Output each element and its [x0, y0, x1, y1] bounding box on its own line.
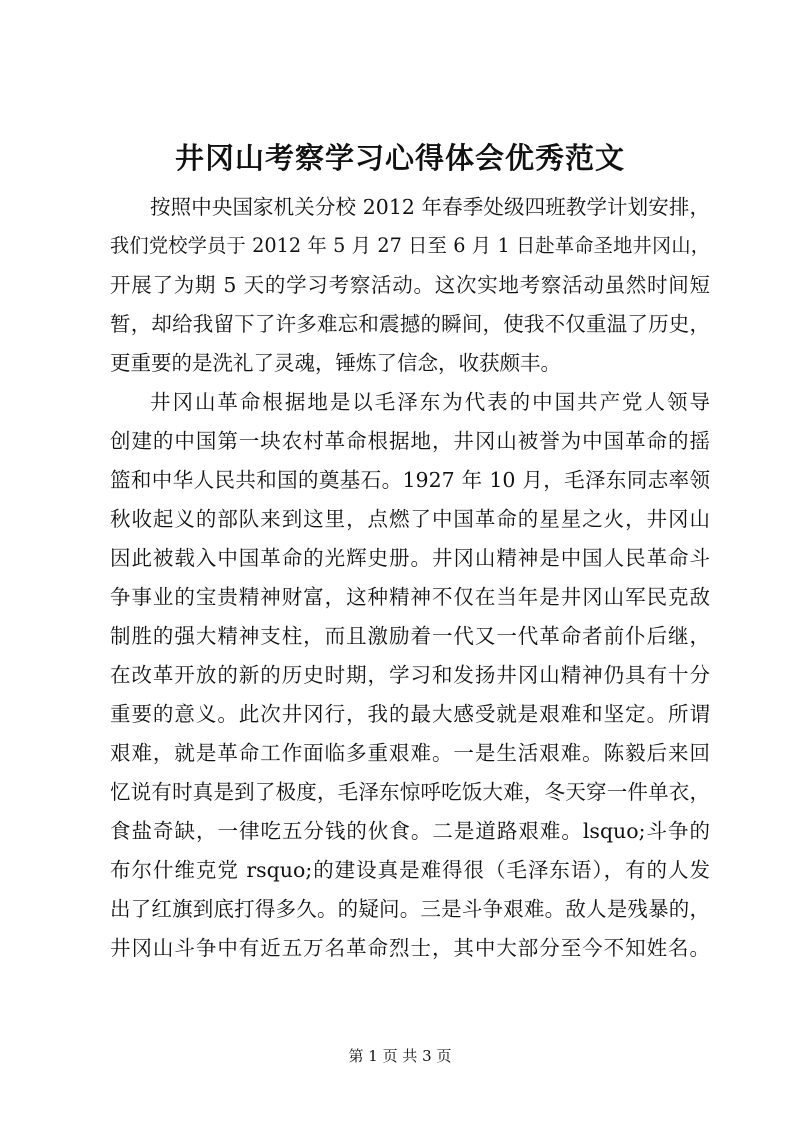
paragraph-line: 食盐奇缺，一律吃五分钱的伙食。二是道路艰难。lsquo;斗争的 [110, 819, 710, 843]
paragraph-line: 重要的意义。此次井冈行，我的最大感受就是艰难和坚定。所谓 [110, 702, 710, 726]
paragraph-line: 出了红旗到底打得多久。的疑问。三是斗争艰难。敌人是残暴的， [110, 897, 710, 921]
paragraph-line: 布尔什维克党 rsquo;的建设真是难得很（毛泽东语），有的人发 [110, 858, 710, 882]
paragraph-line: 暂，却给我留下了许多难忘和震撼的瞬间，使我不仅重温了历史， [110, 312, 710, 336]
paragraph-line: 井冈山革命根据地是以毛泽东为代表的中国共产党人领导 [150, 390, 710, 414]
paragraph-line: 因此被载入中国革命的光辉史册。井冈山精神是中国人民革命斗 [110, 546, 710, 570]
paragraph-line: 我们党校学员于 2012 年 5 月 27 日至 6 月 1 日赴革命圣地井冈山， [110, 234, 710, 257]
paragraph-line: 创建的中国第一块农村革命根据地，井冈山被誉为中国革命的摇 [110, 429, 710, 453]
paragraph-line: 争事业的宝贵精神财富，这种精神不仅在当年是井冈山军民克敌 [110, 585, 710, 609]
paragraph-line: 艰难，就是革命工作面临多重艰难。一是生活艰难。陈毅后来回 [110, 741, 710, 765]
paragraph-line: 井冈山斗争中有近五万名革命烈士，其中大部分至今不知姓名。 [110, 936, 710, 960]
paragraph-line: 按照中央国家机关分校 2012 年春季处级四班教学计划安排， [150, 195, 710, 219]
paragraph-line: 开展了为期 5 天的学习考察活动。这次实地考察活动虽然时间短 [110, 273, 710, 297]
paragraph-line: 篮和中华人民共和国的奠基石。1927 年 10 月，毛泽东同志率领 [110, 468, 710, 492]
paragraph-line: 更重要的是洗礼了灵魂，锤炼了信念，收获颇丰。 [110, 351, 561, 375]
paragraph-line: 在改革开放的新的历史时期，学习和发扬井冈山精神仍具有十分 [110, 663, 710, 687]
paragraph-line: 秋收起义的部队来到这里，点燃了中国革命的星星之火，井冈山 [110, 507, 710, 531]
paragraph-line: 忆说有时真是到了极度，毛泽东惊呼吃饭大难，冬天穿一件单衣， [110, 780, 710, 804]
document-title: 井冈山考察学习心得体会优秀范文 [174, 141, 625, 175]
page-footer: 第 1 页 共 3 页 [348, 1047, 452, 1065]
paragraph-line: 制胜的强大精神支柱，而且激励着一代又一代革命者前仆后继， [110, 624, 710, 648]
